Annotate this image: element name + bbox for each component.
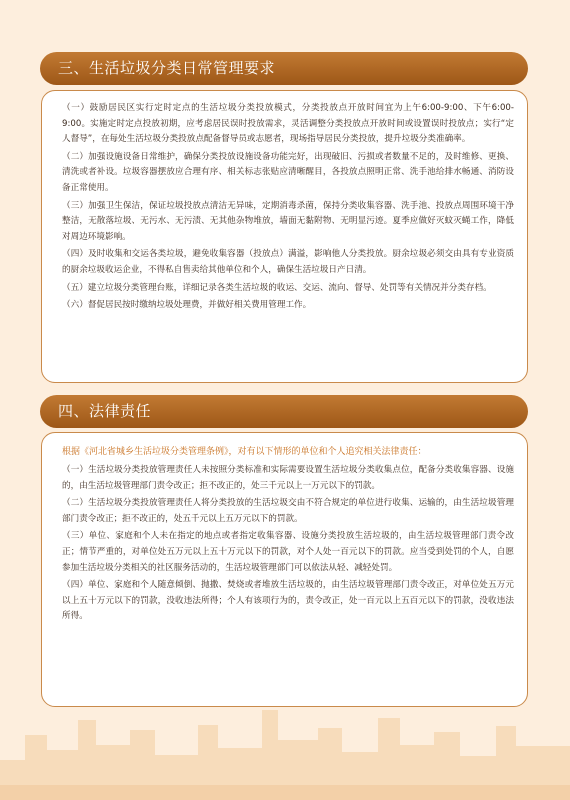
liability-paragraph-2: （二）生活垃圾分类投放管理责任人将分类投放的生活垃圾交由不符合规定的单位进行收集、运输的，由生活垃圾管理部门责令改正；拒不改正的，处五千元以上五万元以下的罚款。 bbox=[62, 498, 514, 524]
rule-paragraph-4: （四）及时收集和交运各类垃圾，避免收集容器（投放点）满溢，影响他人分类投放。厨余垃圾必须交由具有专业资质的厨余垃圾收运企业，不得私自售卖给其他单位和个人，确保生活垃圾日产日清。 bbox=[62, 249, 514, 275]
section-3-card bbox=[41, 90, 528, 383]
rule-paragraph-3: （三）加强卫生保洁，保证垃圾投放点清洁无异味，定期消毒杀菌，保持分类收集容器、洗手池、投放点周围环境干净整洁，无散落垃圾、无污水、无污渍、无其他杂物堆放，墙面无黏附物、无明显污迹。夏季应做好灭蚊灭蝇工作，降低对周边环境影响。 bbox=[62, 200, 514, 242]
section-4-card bbox=[41, 432, 528, 707]
rule-paragraph-2: （二）加强设施设备日常维护，确保分类投放设施设备功能完好，出现破旧、污损或者数量不足的，及时维修、更换、清洗或者补设。垃圾容器摆放应合理有序、相关标志张贴应清晰醒目，各投放点照明正常、洗手池给排水畅通、消防设备正常使用。 bbox=[62, 151, 514, 193]
liability-paragraph-1: （一）生活垃圾分类投放管理责任人未按照分类标准和实际需要设置生活垃圾分类收集点位，配备分类收集容器、设施的，由生活垃圾管理部门责令改正；拒不改正的，处三千元以上一万元以下的罚款。 bbox=[62, 465, 514, 491]
section-4-title: 四、法律责任 bbox=[40, 395, 528, 428]
liability-paragraph-4: （四）单位、家庭和个人随意倾倒、抛撒、焚烧或者堆放生活垃圾的，由生活垃圾管理部门责令改正，对单位处五万元以上五十万元以下的罚款，没收违法所得；个人有该项行为的，责令改正，处一百元以上五百元以下的罚款，没收违法所得。 bbox=[62, 580, 514, 622]
rule-paragraph-1: （一）鼓励居民区实行定时定点的生活垃圾分类投放模式，分类投放点开放时间宜为上午6:00-9:00、下午6:00-9:00。实施定时定点投放初期，应考虑居民误时投放需求，灵活调整分类投放点开放时间或设置误时投放点；实行“定人督导”，在每处生活垃圾分类投放点配备督导员或志愿者，现场指导居民分类投放，提升垃圾分类准确率。 bbox=[62, 103, 514, 145]
legal-basis-lead: 根据《河北省城乡生活垃圾分类管理条例》，对有以下情形的单位和个人追究相关法律责任： bbox=[62, 447, 427, 457]
liability-paragraph-3: （三）单位、家庭和个人未在指定的地点或者指定收集容器、设施分类投放生活垃圾的，由生活垃圾管理部门责令改正；情节严重的，对单位处五万元以上五十万元以下的罚款，对个人处一百元以下的罚款。应当受到处罚的个人，自愿参加生活垃圾分类相关的社区服务活动的，生活垃圾管理部门可以依法从轻、减轻处罚。 bbox=[62, 531, 514, 573]
section-3-title: 三、生活垃圾分类日常管理要求 bbox=[40, 52, 528, 85]
rule-paragraph-6: （六）督促居民按时缴纳垃圾处理费，并做好相关费用管理工作。 bbox=[62, 300, 312, 311]
rule-paragraph-5: （五）建立垃圾分类管理台账，详细记录各类生活垃圾的收运、交运、流向、督导、处罚等有关情况并分类存档。 bbox=[62, 282, 492, 293]
